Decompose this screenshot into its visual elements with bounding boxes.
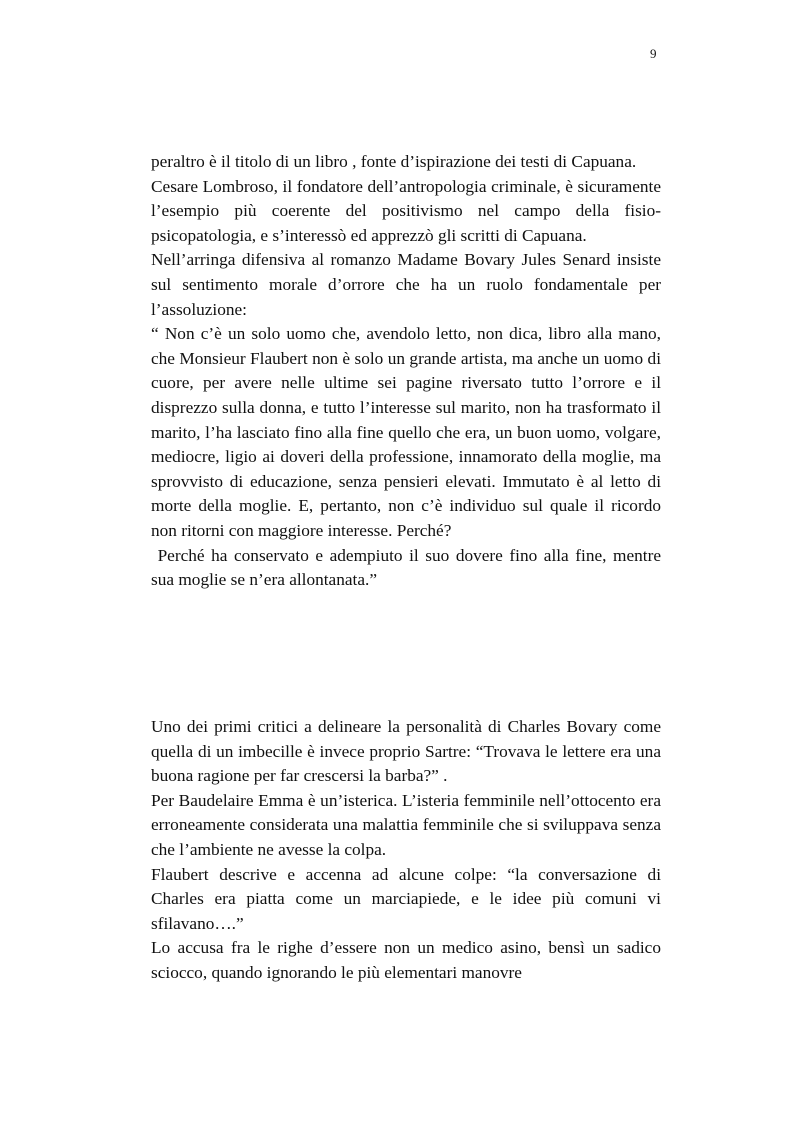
paragraph: Per Baudelaire Emma è un’isterica. L’isteria femminile nell’ottocento era erroneamente considerata una malattia femminile che si sviluppava senza che l’ambiente ne avesse la colpa. bbox=[151, 790, 661, 859]
text-block-upper bbox=[151, 150, 666, 593]
text-block-lower bbox=[151, 715, 661, 986]
paragraph: Lo accusa fra le righe d’essere non un medico asino, bensì un sadico sciocco, quando ignorando le più elementari manovre bbox=[151, 938, 661, 982]
paragraph: Nell’arringa difensiva al romanzo Madame Bovary Jules Senard insiste sul sentimento morale d’orrore che ha un ruolo fondamentale per l’assoluzione: bbox=[151, 250, 661, 319]
paragraph: peraltro è il titolo di un libro , fonte d’ispirazione dei testi di Capuana. bbox=[151, 152, 637, 171]
paragraph: Uno dei primi critici a delineare la personalità di Charles Bovary come quella di un imbecille è invece proprio Sartre: “Trovava le lettere era una buona ragione per far crescersi la barba?” . bbox=[151, 717, 661, 786]
quote-paragraph: “ Non c’è un solo uomo che, avendolo letto, non dica, libro alla mano, che Monsieur Flaubert non è solo un grande artista, ma anche un uomo di cuore, per avere nelle ultime sei pagine riversato tutto l’orrore e il disprezzo sulla donna, e tutto l’interesse sul marito, non ha trasformato il marito, l’ha lasciato fino alla fine quello che era, un buon uomo, volgare, mediocre, ligio ai doveri della professione, innamorato della moglie, ma sprovvisto di educazione, senza pensieri elevati. Immutato è al letto di morte della moglie. E, pertanto, non c’è individuo sul quale il ricordo non ritorni con maggiore interesse. Perché? bbox=[151, 324, 661, 540]
page-number: 9 bbox=[650, 46, 657, 61]
quote-paragraph: Perché ha conservato e adempiuto il suo dovere fino alla fine, mentre sua moglie se n’era allontanata.” bbox=[151, 545, 666, 590]
paragraph: Flaubert descrive e accenna ad alcune colpe: “la conversazione di Charles era piatta come un marciapiede, e le idee più comuni vi sfilavano….” bbox=[151, 864, 661, 933]
paragraph: Cesare Lombroso, il fondatore dell’antropologia criminale, è sicuramente l’esempio più coerente del positivismo nel campo della fisio-psicopatologia, e s’interessò ed apprezzò gli scritti di Capuana. bbox=[151, 176, 661, 245]
